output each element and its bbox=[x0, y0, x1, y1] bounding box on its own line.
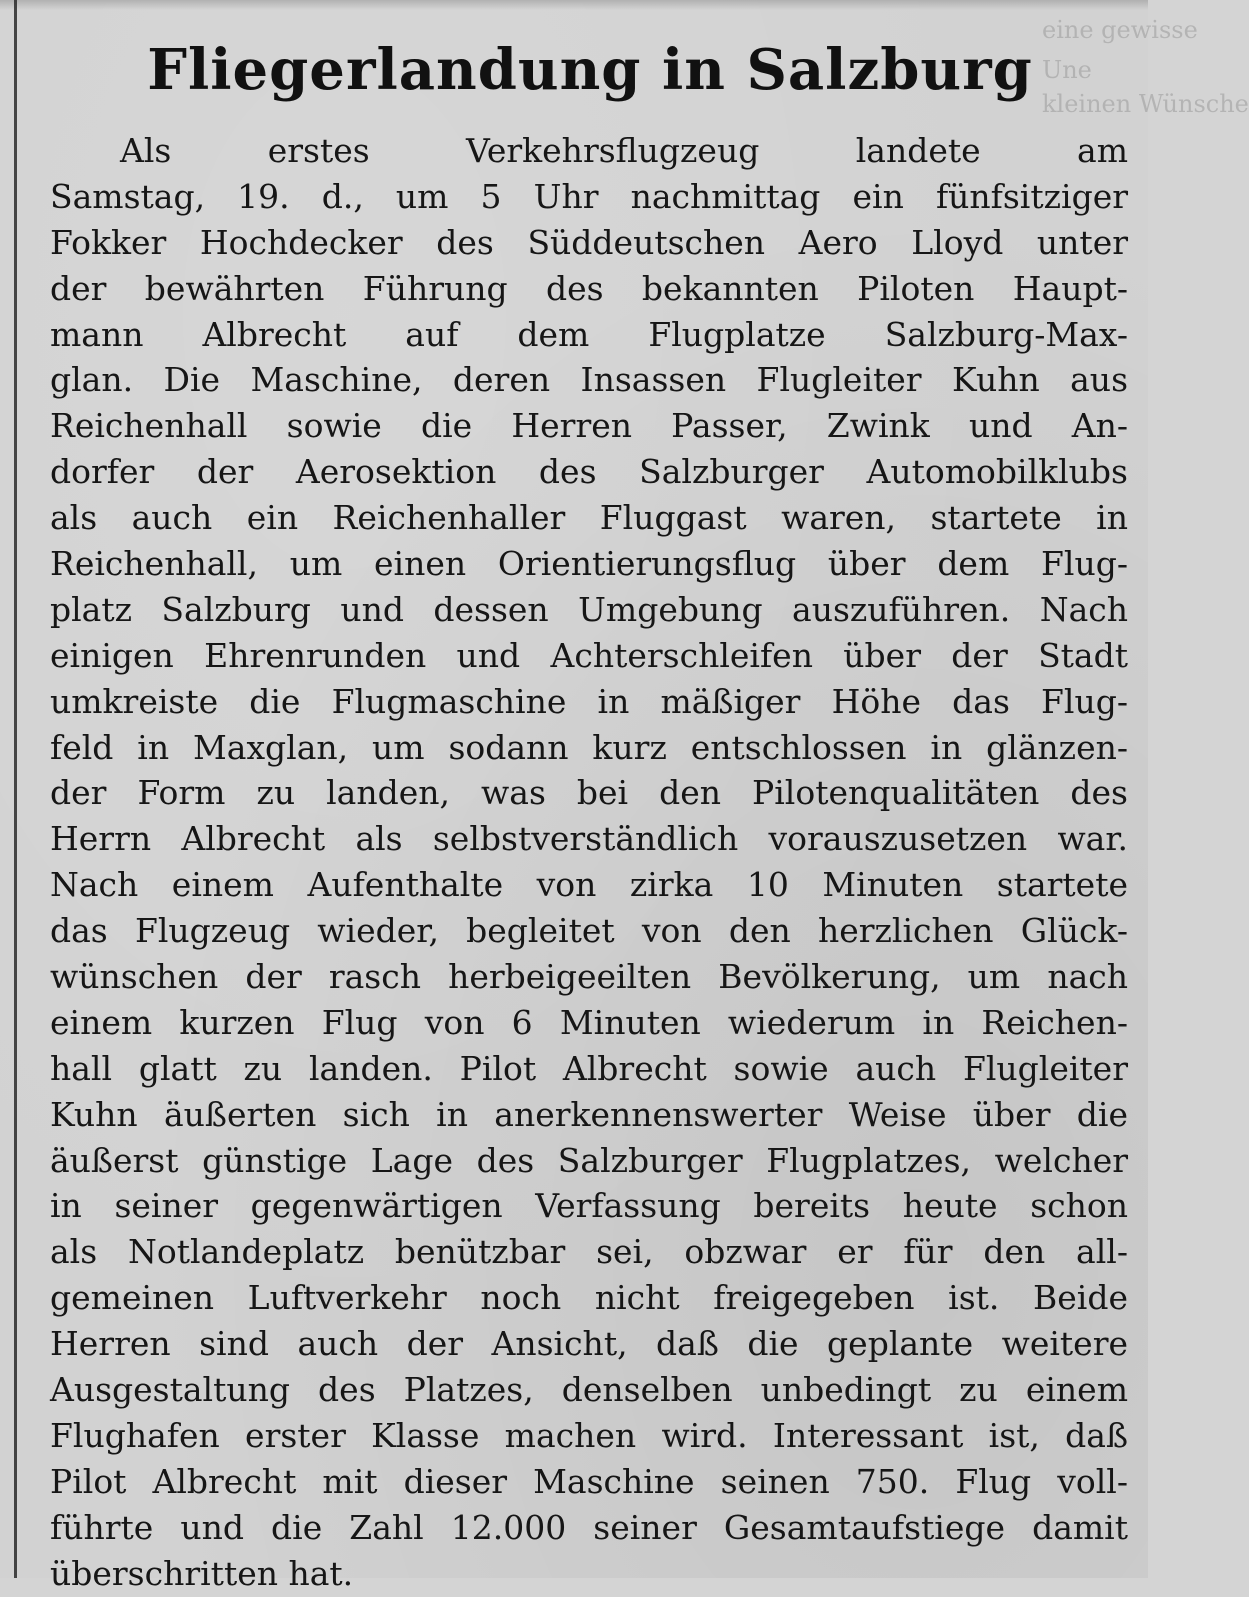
text-line: Herrn Albrecht als selbstverständlich vorauszusetzen war. bbox=[50, 819, 1128, 859]
page-top-edge bbox=[0, 0, 1148, 10]
text-line: feld in Maxglan, um sodann kurz entschlossen in glänzen- bbox=[50, 727, 1128, 767]
text-line: gemeinen Luftverkehr noch nicht freigegeben ist. Beide bbox=[50, 1278, 1128, 1318]
text-line: äußerst günstige Lage des Salzburger Flugplatzes, welcher bbox=[50, 1140, 1128, 1180]
text-line: einigen Ehrenrunden und Achterschleifen über der Stadt bbox=[50, 635, 1128, 675]
text-line: als auch ein Reichenhaller Fluggast waren, startete in bbox=[50, 498, 1128, 538]
text-line: als Notlandeplatz benützbar sei, obzwar er für den all- bbox=[50, 1232, 1128, 1272]
text-line: Fokker Hochdecker des Süddeutschen Aero Lloyd unter bbox=[50, 222, 1128, 262]
text-line: dorfer der Aerosektion des Salzburger Automobilklubs bbox=[50, 452, 1128, 492]
text-line: Reichenhall, um einen Orientierungsflug über dem Flug- bbox=[50, 544, 1128, 584]
bleed-through-text: eine gewisse bbox=[1042, 16, 1198, 44]
article-body bbox=[50, 128, 1128, 1597]
text-line: das Flugzeug wieder, begleitet von den herzlichen Glück- bbox=[50, 911, 1128, 951]
text-line: Pilot Albrecht mit dieser Maschine seinen 750. Flug voll- bbox=[50, 1461, 1128, 1501]
text-line: Samstag, 19. d., um 5 Uhr nachmittag ein fünfsitziger bbox=[50, 176, 1128, 216]
text-line: der bewährten Führung des bekannten Piloten Haupt- bbox=[50, 268, 1128, 308]
text-line: hall glatt zu landen. Pilot Albrecht sowie auch Flugleiter bbox=[50, 1048, 1128, 1088]
text-line: Flughafen erster Klasse machen wird. Interessant ist, daß bbox=[50, 1415, 1128, 1455]
article-headline: Fliegerlandung in Salzburg bbox=[147, 37, 1033, 103]
text-line: umkreiste die Flugmaschine in mäßiger Höhe das Flug- bbox=[50, 681, 1128, 721]
text-line: Nach einem Aufenthalte von zirka 10 Minuten startete bbox=[50, 865, 1128, 905]
text-line: Als erstes Verkehrsflugzeug landete am bbox=[120, 131, 1128, 170]
text-line: einem kurzen Flug von 6 Minuten wiederum in Reichen- bbox=[50, 1002, 1128, 1042]
column-rule bbox=[14, 0, 17, 1578]
bleed-through-text: Une bbox=[1042, 56, 1092, 84]
text-line: in seiner gegenwärtigen Verfassung bereits heute schon bbox=[50, 1186, 1128, 1226]
text-line: platz Salzburg und dessen Umgebung auszuführen. Nach bbox=[50, 589, 1128, 629]
text-line: führte und die Zahl 12.000 seiner Gesamtaufstiege damit bbox=[50, 1507, 1128, 1547]
text-line: überschritten hat. bbox=[50, 1553, 354, 1593]
text-line: Kuhn äußerten sich in anerkennenswerter Weise über die bbox=[50, 1094, 1128, 1134]
text-line: glan. Die Maschine, deren Insassen Flugleiter Kuhn aus bbox=[50, 360, 1128, 400]
bleed-through-text: kleinen Wünsche bbox=[1042, 90, 1249, 118]
text-line: der Form zu landen, was bei den Pilotenqualitäten des bbox=[50, 773, 1128, 813]
text-line: Herren sind auch der Ansicht, daß die geplante weitere bbox=[50, 1324, 1128, 1364]
text-line: Ausgestaltung des Platzes, denselben unbedingt zu einem bbox=[50, 1370, 1128, 1410]
text-line: mann Albrecht auf dem Flugplatze Salzburg-Max- bbox=[50, 314, 1128, 354]
text-line: Reichenhall sowie die Herren Passer, Zwink und An- bbox=[50, 406, 1128, 446]
text-line: wünschen der rasch herbeigeeilten Bevölkerung, um nach bbox=[50, 957, 1128, 997]
